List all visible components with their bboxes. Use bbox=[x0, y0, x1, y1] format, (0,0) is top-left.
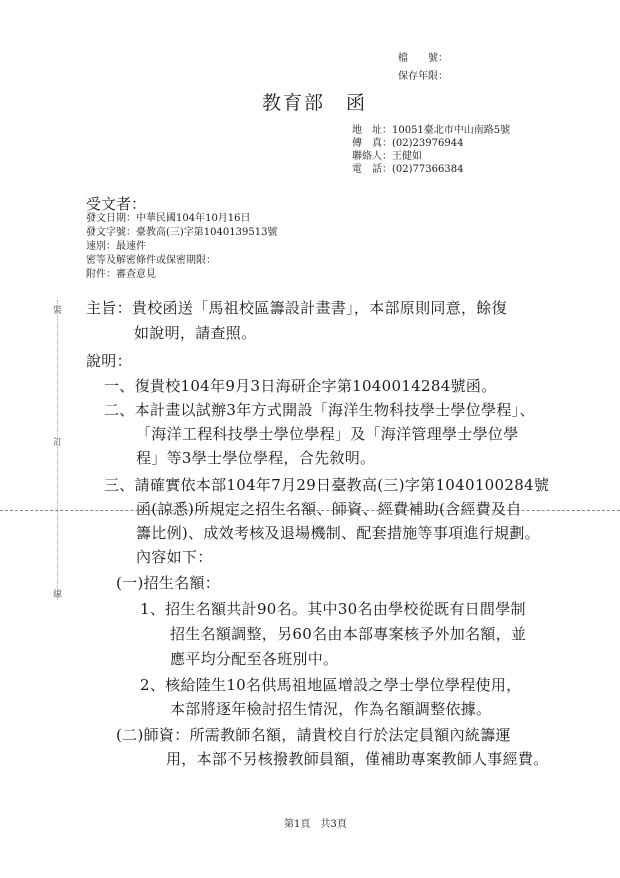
document-number: 發文字號：臺教高(三)字第1040139513號 bbox=[86, 227, 278, 238]
sub-item-1-2-line-2: 本部將逐年檢討招生情況，作為名額調整依據。 bbox=[170, 700, 492, 718]
recipient-label: 受文者： bbox=[86, 195, 147, 213]
issue-date: 發文日期：中華民國104年10月16日 bbox=[86, 213, 251, 224]
item-2-line-2: 「海洋工程科技學士學位學程」及「海洋管理學士學位學 bbox=[136, 425, 519, 443]
contact-person-line: 聯絡人：王健如 bbox=[352, 151, 422, 162]
sub-item-1-1-line-2: 招生名額調整，另60名由本部專案核予外加名額，並 bbox=[170, 625, 527, 643]
retention-label: 保存年限： bbox=[398, 71, 448, 82]
binding-mark-middle: 訂 bbox=[53, 438, 63, 448]
security-class: 密等及解密條件或保密期限： bbox=[86, 255, 216, 266]
file-number-label: 檔 號： bbox=[398, 53, 448, 64]
address-line: 地 址：10051臺北市中山南路5號 bbox=[352, 125, 511, 136]
item-3-line-1: 三、請確實依本部104年7月29日臺教高(三)字第1040100284號 bbox=[104, 476, 550, 494]
sub-item-2-line-2: 用，本部不另核撥教師員額，僅補助專案教師人事經費。 bbox=[166, 750, 549, 768]
item-2-line-1: 二、本計畫以試辦3年方式開設「海洋生物科技學士學位學程」、 bbox=[104, 401, 535, 419]
sub-item-1-1-line-3: 應平均分配至各班別中。 bbox=[170, 650, 339, 668]
item-3-line-2: 函(諒悉)所規定之招生名額、師資、經費補助(含經費及自 bbox=[136, 500, 522, 518]
sub-item-1-heading: (一)招生名額： bbox=[116, 574, 221, 592]
binding-mark-top: 裝 bbox=[53, 306, 63, 316]
page-number-footer: 第1頁 共3頁 bbox=[284, 819, 347, 830]
page-title: 教育部 函 bbox=[262, 92, 368, 114]
subject-line-1: 主旨：貴校函送「馬祖校區籌設計畫書」，本部原則同意，餘復 bbox=[86, 299, 507, 317]
fax-line: 傳 真：(02)23976944 bbox=[352, 138, 464, 149]
item-3-line-4: 內容如下： bbox=[136, 548, 213, 566]
item-3-line-3: 籌比例)、成效考核及退場機制、配套措施等事項進行規劃。 bbox=[136, 524, 540, 542]
sub-item-2-line-1: (二)師資：所需教師名額，請貴校自行於法定員額內統籌運 bbox=[116, 726, 511, 744]
binding-line bbox=[57, 300, 58, 600]
item-2-line-3: 程」等3學士學位學程，合先敘明。 bbox=[136, 449, 376, 467]
sub-item-1-2-line-1: 2、核給陸生10名供馬祖地區增設之學士學位學程使用， bbox=[140, 676, 522, 694]
explanation-label: 說明： bbox=[86, 352, 132, 370]
binding-mark-bottom: 線 bbox=[53, 590, 63, 600]
speed-class: 速別：最速件 bbox=[86, 241, 146, 252]
item-1: 一、復貴校104年9月3日海研企字第1040014284號函。 bbox=[104, 377, 497, 395]
phone-line: 電 話：(02)77366384 bbox=[352, 164, 464, 175]
attachment-line: 附件：審查意見 bbox=[86, 269, 156, 280]
subject-line-2: 如說明，請查照。 bbox=[134, 324, 257, 342]
sub-item-1-1-line-1: 1、招生名額共計90名。其中30名由學校從既有日間學制 bbox=[140, 600, 526, 618]
